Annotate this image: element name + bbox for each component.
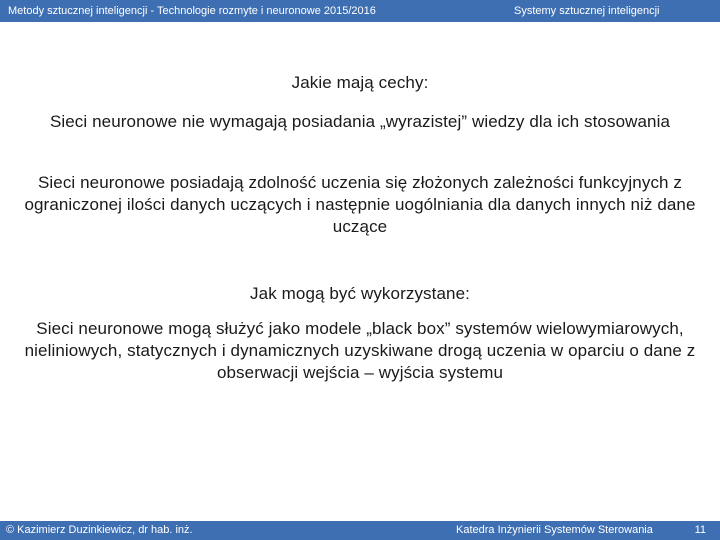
heading-features: Jakie mają cechy: xyxy=(291,73,429,92)
author-credit: © Kazimierz Duzinkiewicz, dr hab. inż. xyxy=(6,524,193,536)
paragraph-learning: Sieci neuronowe posiadają zdolność uczenia się złożonych zależności funkcyjnych z ograniczonej ilości danych uczących i następnie uogólniania dla danych innych niż dane uczące xyxy=(24,173,696,236)
footer-bar xyxy=(0,521,720,540)
paragraph-knowledge: Sieci neuronowe nie wymagają posiadania „wyrazistej” wiedzy dla ich stosowania xyxy=(49,112,671,131)
page-number: 11 xyxy=(694,524,706,536)
paragraph-black-box: Sieci neuronowe mogą służyć jako modele „black box” systemów wielowymiarowych, nieliniowych, statycznych i dynamicznych uzyskiwane drogą uczenia w oparciu o dane z obserwacji wejścia – wyjścia systemu xyxy=(24,319,696,382)
section-title: Systemy sztucznej inteligencji xyxy=(514,5,660,17)
header-bar xyxy=(0,0,720,22)
heading-usage: Jak mogą być wykorzystane: xyxy=(250,284,470,303)
department-name: Katedra Inżynierii Systemów Sterowania xyxy=(456,524,653,536)
course-title: Metody sztucznej inteligencji - Technologie rozmyte i neuronowe 2015/2016 xyxy=(8,5,376,17)
